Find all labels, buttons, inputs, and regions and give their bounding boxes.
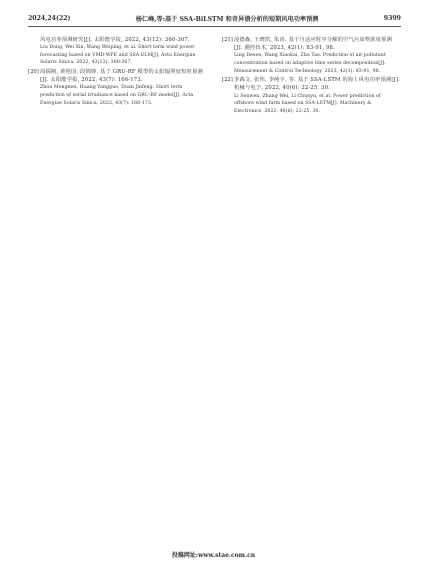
reference-column-right: [222, 36, 400, 116]
reference-english: Liu Dong, Wei Xin, Wang Weiping, et al. Short term wind power forecasting based on VMD-WPE and SSA-ELM[J]. Acta Energiae Solaris Sinica, 2022, 43(12): 360-367.: [40, 45, 196, 66]
page-number: 9399: [383, 14, 401, 22]
running-title: 杨仁峰,等:基于 SSA-BiLSTM 和奇异谱分析的短期风电功率预测: [135, 15, 319, 23]
reference-chinese: 周孺刚, 黄艳国, 段锦锋. 基于 GRU-RF 模型的太阳辐照度短时预测[J]. 太阳能学报, 2022, 43(7): 166-173.: [40, 68, 203, 84]
reference-item: [28, 36, 206, 67]
reference-column-left: [28, 36, 206, 108]
reference-english: Li Senwen, Zhang Wei, Li Chunyu, et al. Power prediction of offshore wind farm based on SSA-LSTM[J]. Machinery & Electronics, 2022, 40(6): 22-25, 30.: [234, 93, 381, 114]
reference-number: [20]: [28, 68, 39, 75]
header-rule: [28, 26, 401, 27]
reference-chinese: 李森文, 张伟, 李纯宇, 等. 基于 SSA-LSTM 的海上风电功率预测[J]. 机械与电子, 2022, 40(6): 22-25, 30.: [234, 77, 400, 92]
reference-english: Ling Desen, Wang Xiaokai, Zhu Tao. Prediction of air pollutant concentration based on adaptive time series decomposition[J]. Measurement & Control Technology, 2023, 42(1): 83-91, 98.: [234, 53, 386, 74]
reference-english: Zhou Mengmei, Huang Yangguo, Duan Jinfeng. Short term prediction of sorial irradiance based on GRU-RF model[J]. Acta Energiae Solaris Sinica, 2022, 43(7): 166-173.: [40, 85, 194, 106]
reference-number: [21]: [222, 37, 233, 43]
reference-chinese: 凌德森, 王晓凯, 朱涛. 基于自适应时序分解的空气污染物浓度预测[J]. 测控技术, 2023, 42(1): 83-91, 98.: [234, 37, 393, 52]
journal-issue: 2024,24(22): [28, 14, 71, 22]
running-header: [28, 12, 401, 24]
reference-number: [22]: [222, 77, 233, 84]
reference-item: [28, 68, 206, 107]
reference-item: [222, 76, 400, 115]
reference-chinese: 风电功率预测研究[J]. 太阳能学报, 2022, 43(12): 360-367.: [40, 37, 190, 43]
reference-item: [222, 36, 400, 75]
submission-footer: 投稿网址:www.stae.com.cn: [171, 552, 256, 559]
